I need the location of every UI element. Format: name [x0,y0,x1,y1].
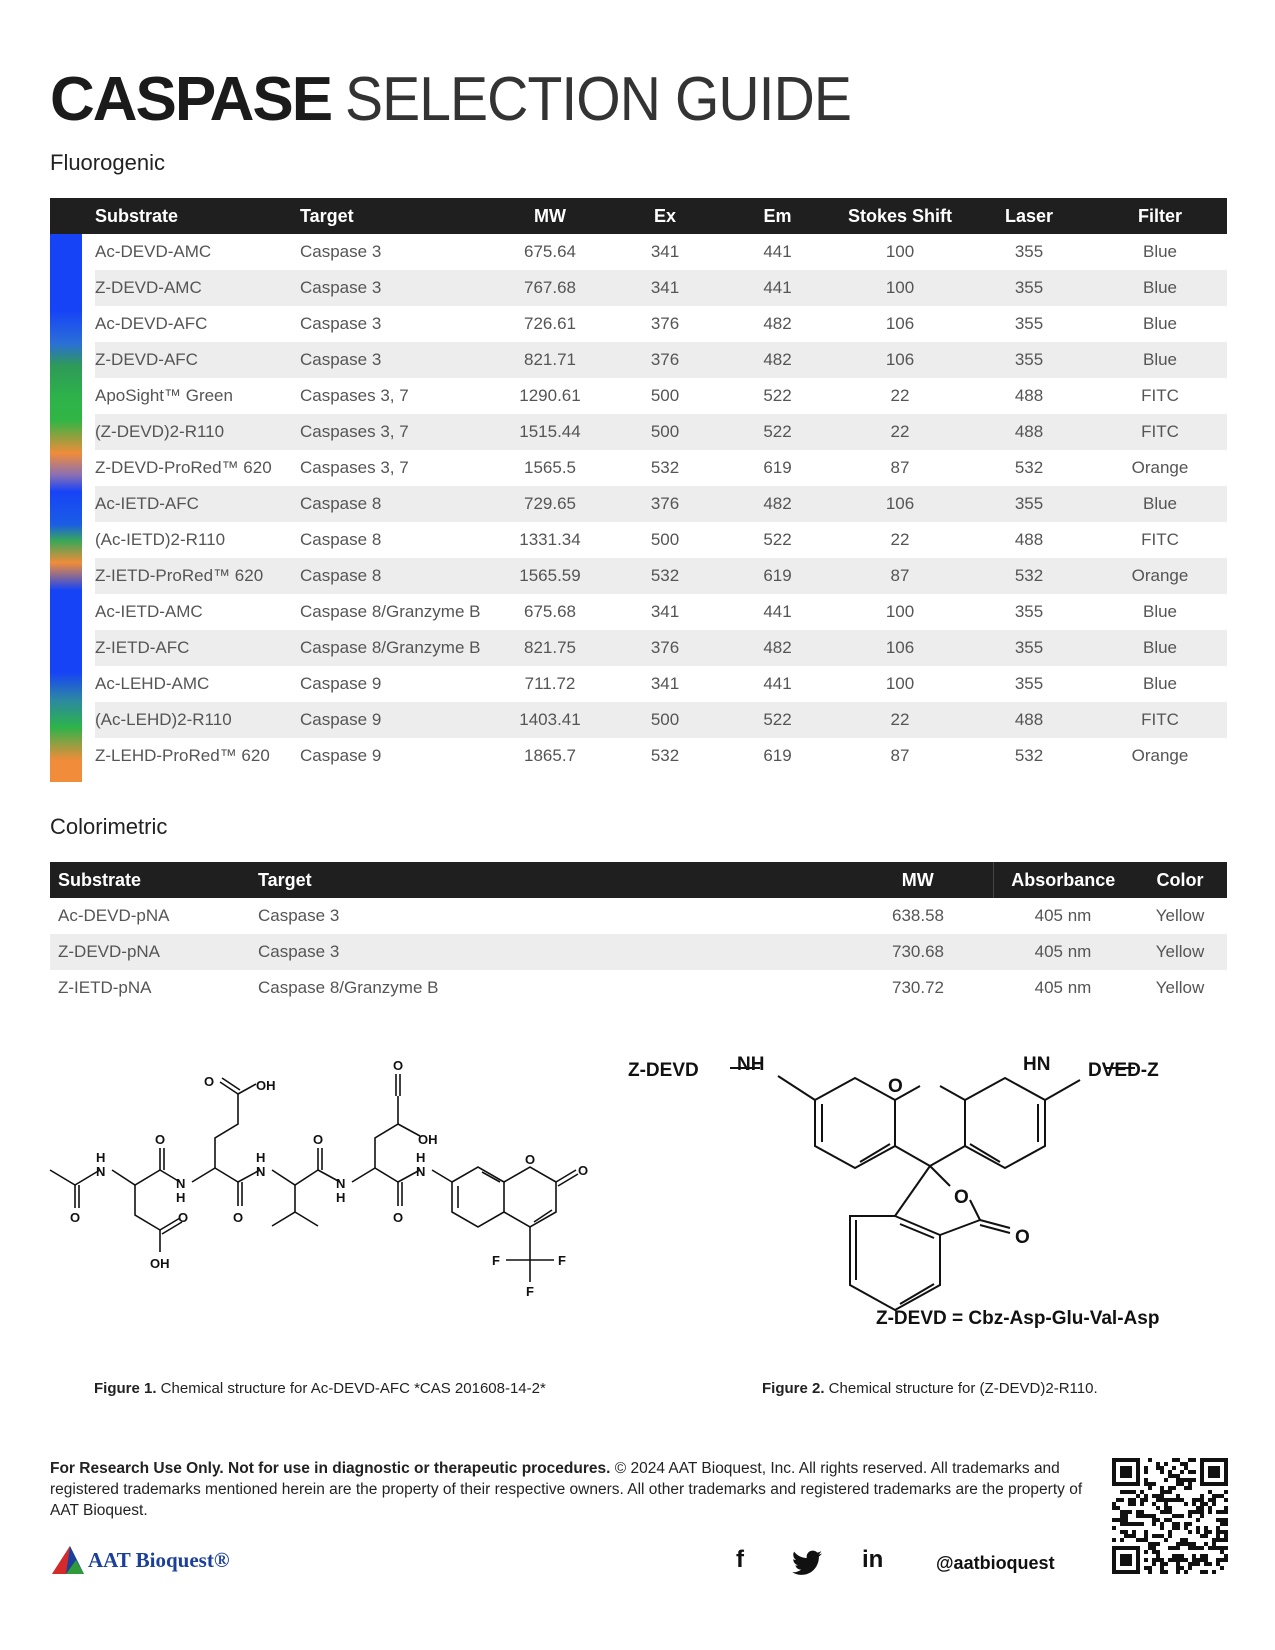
cell-absorbance: 405 nm [993,934,1133,970]
facebook-icon[interactable]: f [736,1546,744,1573]
row-color-bar-cell [50,486,95,522]
cell-em: 482 [720,486,835,522]
cell-target: Caspases 3, 7 [300,414,490,450]
fig1-atom-o: O [393,1058,404,1073]
row-color-bar-cell [50,450,95,486]
cell-filter: Blue [1142,242,1178,261]
cell-ex: 500 [610,414,720,450]
social-handle[interactable]: @aatbioquest [936,1553,1055,1573]
cell-laser: 355 [1014,242,1044,261]
cell-ex: 376 [650,314,680,333]
cell-laser: 532 [1014,746,1044,765]
cell-target: Caspase 9 [300,702,490,738]
cell-substrate: Z-IETD-pNA [58,978,152,997]
header-stokes-shift: Stokes Shift [835,198,965,234]
table-row [50,666,1227,702]
cell-mw: 821.71 [490,342,610,378]
cell-substrate: (Z-DEVD)2-R110 [95,414,300,450]
cell-filter: Blue [1093,486,1227,522]
cell-mw: 1515.44 [490,414,610,450]
cell-color: Yellow [1155,906,1205,925]
cell-ex: 500 [610,702,720,738]
cell-substrate: Ac-DEVD-AFC [95,314,208,333]
header-laser: Laser [965,198,1093,234]
cell-absorbance: 405 nm [1034,906,1092,925]
cell-stokes-shift: 87 [890,746,910,765]
table-row [50,738,1227,774]
cell-substrate: Z-DEVD-AMC [95,270,300,306]
cell-filter: Blue [1142,314,1178,333]
fig1-atom-o: O [70,1210,81,1225]
cell-substrate: (Ac-IETD)2-R110 [95,530,226,549]
row-color-bar-cell [50,558,95,594]
cell-filter: Orange [1131,458,1189,477]
figure2-caption-text: Chemical structure for (Z-DEVD)2-R110. [824,1380,1098,1397]
colorimetric-header-row [50,862,1227,898]
cell-substrate: Ac-DEVD-AMC [95,242,212,261]
cell-target: Caspase 8 [300,530,382,549]
cell-substrate: Z-DEVD-ProRed™ 620 [95,458,272,477]
cell-ex: 341 [650,242,680,261]
cell-em: 619 [763,746,792,765]
cell-target: Caspase 9 [300,746,382,765]
fig1-atom-oh: OH [418,1132,438,1147]
cell-target: Caspase 8/Granzyme B [258,978,439,997]
row-color-bar-cell [50,630,95,666]
cell-em: 441 [763,674,792,693]
header-mw: MW [490,198,610,234]
row-color-bar-cell [50,234,95,270]
cell-target: Caspase 3 [300,270,490,306]
cell-substrate: Z-DEVD-AFC [95,342,300,378]
cell-stokes-shift: 100 [835,270,965,306]
aat-logo-text: AAT Bioquest® [88,1547,230,1572]
row-color-bar-cell [50,594,95,630]
aat-logo[interactable] [50,1544,230,1576]
fig2-legend: Z-DEVD = Cbz-Asp-Glu-Val-Asp [876,1308,1160,1329]
fig2-o-lactone: O [954,1187,969,1208]
table-row [50,414,1227,450]
fig1-atom-f: F [492,1253,500,1268]
cell-target: Caspases 3, 7 [300,386,409,405]
cell-ex: 341 [610,270,720,306]
header-color: Color [1133,862,1227,898]
fig1-atom-o: O [578,1163,589,1178]
cell-target: Caspase 8 [300,558,490,594]
twitter-icon[interactable] [792,1550,822,1576]
table-row [50,970,1227,1006]
figure2-caption [762,1380,1098,1397]
fig1-atom-o: O [178,1210,189,1225]
cell-target: Caspase 3 [258,934,843,970]
cell-ex: 376 [610,630,720,666]
cell-substrate: Ac-IETD-AMC [95,602,203,621]
fig1-atom-o: O [393,1210,404,1225]
cell-stokes-shift: 22 [890,386,910,405]
cell-substrate: Z-IETD-ProRed™ 620 [95,558,300,594]
cell-em: 522 [763,386,792,405]
footer-disclaimer [50,1458,1085,1521]
cell-em: 482 [763,314,792,333]
row-color-bar-cell [50,306,95,342]
fig1-atom-o: O [525,1152,536,1167]
qr-code[interactable] [1112,1458,1228,1574]
cell-target: Caspase 3 [300,242,382,261]
fig1-atom-n: N [416,1164,426,1179]
cell-mw: 675.68 [524,602,576,621]
cell-stokes-shift: 106 [835,630,965,666]
cell-stokes-shift: 100 [885,602,915,621]
fig2-nh: NH [737,1054,765,1075]
cell-stokes-shift: 106 [835,342,965,378]
fig1-atom-oh: OH [256,1078,276,1093]
cell-target: Caspase 9 [300,674,382,693]
table-row [50,378,1227,414]
fig1-atom-o: O [313,1132,324,1147]
cell-stokes-shift: 100 [885,674,915,693]
cell-em: 522 [720,414,835,450]
cell-laser: 532 [1014,458,1044,477]
cell-em: 619 [720,558,835,594]
cell-ex: 532 [650,458,680,477]
cell-target: Caspase 8/Granzyme B [300,630,490,666]
fig2-o-ring: O [888,1076,903,1097]
header-filter: Filter [1093,198,1227,234]
cell-stokes-shift: 106 [835,486,965,522]
table-row [50,594,1227,630]
table-row [50,630,1227,666]
cell-laser: 355 [965,342,1093,378]
cell-mw: 1331.34 [519,530,581,549]
header-substrate: Substrate [95,198,300,234]
cell-substrate: Ac-DEVD-pNA [58,906,170,925]
row-color-bar-cell [50,270,95,306]
cell-stokes-shift: 22 [835,414,965,450]
table-row [50,342,1227,378]
cell-substrate: (Ac-LEHD)2-R110 [95,702,300,738]
cell-filter: Orange [1131,746,1189,765]
fluorogenic-label: Fluorogenic [50,150,165,175]
cell-mw: 1565.59 [490,558,610,594]
cell-em: 482 [720,630,835,666]
fig1-atom-o: O [233,1210,244,1225]
cell-mw: 675.64 [524,242,576,261]
cell-em: 482 [720,342,835,378]
table-row [50,450,1227,486]
page-title [50,62,895,138]
cell-em: 441 [763,242,792,261]
figure1-structure [40,1060,620,1320]
table-row [50,934,1227,970]
cell-mw: 726.61 [524,314,576,333]
cell-laser: 355 [965,486,1093,522]
row-color-bar-cell [50,414,95,450]
table-row [50,898,1227,934]
cell-filter: FITC [1093,414,1227,450]
cell-substrate: Ac-LEHD-AMC [95,674,210,693]
row-color-bar-cell [50,666,95,702]
cell-mw: 767.68 [490,270,610,306]
colorimetric-table [50,862,1227,1006]
cell-mw: 821.75 [490,630,610,666]
aat-logo-icon [50,1544,84,1576]
cell-em: 522 [720,702,835,738]
cell-mw: 711.72 [524,674,576,693]
cell-ex: 532 [610,558,720,594]
cell-substrate: Z-IETD-AFC [95,630,300,666]
row-color-bar-cell [50,522,95,558]
cell-filter: FITC [1141,530,1179,549]
fig1-atom-o: O [204,1074,215,1089]
cell-filter: Orange [1093,558,1227,594]
fig1-atom-f: F [526,1284,534,1299]
cell-ex: 341 [650,674,680,693]
cell-stokes-shift: 22 [890,530,910,549]
row-color-bar-cell [50,378,95,414]
linkedin-icon[interactable]: in [862,1546,884,1573]
fig1-atom-n: N [256,1164,266,1179]
table-row [50,486,1227,522]
title-bold: CASPASE [50,65,332,134]
cell-em: 619 [763,458,792,477]
fig2-right-label: DVED-Z [1088,1060,1159,1081]
cell-laser: 488 [1014,530,1044,549]
cell-mw: 730.72 [892,978,944,997]
header-target: Target [258,862,843,898]
row-color-bar-cell [50,702,95,738]
fig2-hn: HN [1023,1054,1051,1075]
fig1-atom-h: H [176,1190,186,1205]
cell-em: 522 [763,530,792,549]
cell-mw: 729.65 [490,486,610,522]
fig2-left-label: Z-DEVD [628,1060,699,1081]
header-substrate: Substrate [50,862,258,898]
colorimetric-label: Colorimetric [50,814,168,839]
cell-stokes-shift: 22 [835,702,965,738]
table-row [50,558,1227,594]
cell-ex: 500 [650,530,680,549]
cell-substrate: Z-LEHD-ProRed™ 620 [95,746,270,765]
cell-laser: 355 [1014,314,1044,333]
cell-laser: 532 [965,558,1093,594]
cell-target: Caspase 8 [300,486,490,522]
row-color-bar-cell [50,342,95,378]
table-row [50,306,1227,342]
cell-mw: 1865.7 [524,746,576,765]
cell-mw: 638.58 [892,906,944,925]
fig1-atom-h: H [416,1150,426,1165]
cell-stokes-shift: 100 [885,242,915,261]
fig1-atom-h: H [336,1190,346,1205]
cell-target: Caspase 3 [300,314,382,333]
header-ex: Ex [610,198,720,234]
figure1-caption-text: Chemical structure for Ac-DEVD-AFC *CAS 201608-14-2* [156,1380,546,1397]
cell-filter: FITC [1141,386,1179,405]
cell-filter: FITC [1093,702,1227,738]
fig2-o-carbonyl: O [1015,1227,1030,1248]
cell-em: 441 [763,602,792,621]
header-mw: MW [843,862,993,898]
cell-ex: 500 [650,386,680,405]
cell-filter: Blue [1093,270,1227,306]
fluorogenic-header-row [50,198,1227,234]
cell-color: Yellow [1155,978,1205,997]
cell-target: Caspases 3, 7 [300,458,409,477]
cell-substrate: Z-DEVD-pNA [50,934,258,970]
header-em: Em [720,198,835,234]
fig1-atom-h: H [96,1150,106,1165]
cell-target: Caspase 3 [258,906,340,925]
footer-disclaimer-bold: For Research Use Only. Not for use in diagnostic or therapeutic procedures. [50,1460,611,1477]
table-row [50,270,1227,306]
figure1-caption [94,1380,546,1397]
cell-ex: 532 [650,746,680,765]
cell-filter: Blue [1142,674,1178,693]
cell-laser: 488 [1014,386,1044,405]
figure2-caption-bold: Figure 2. [762,1380,825,1397]
fluorogenic-table [50,198,1227,774]
footer-disclaimer-text: © 2024 AAT Bioquest, Inc. All rights reserved. All trademarks and registered trademarks mentioned herein are the property of their respective owners. All other trademarks and registered trademarks are the property of AAT Bioquest. [50,1460,1083,1519]
figure1-caption-bold: Figure 1. [94,1380,157,1397]
cell-substrate: Ac-IETD-AFC [95,486,300,522]
cell-ex: 376 [610,486,720,522]
fig1-atom-h: H [256,1150,266,1165]
cell-absorbance: 405 nm [1034,978,1092,997]
header-absorbance: Absorbance [993,862,1133,898]
cell-stokes-shift: 87 [835,558,965,594]
cell-filter: Blue [1093,630,1227,666]
figure2-structure [628,1040,1230,1360]
cell-mw: 1403.41 [490,702,610,738]
cell-stokes-shift: 106 [885,314,915,333]
table-row [50,522,1227,558]
fig1-atom-n: N [336,1176,346,1191]
table-row [50,234,1227,270]
cell-laser: 488 [965,702,1093,738]
row-color-bar-cell [50,738,95,774]
cell-filter: Blue [1093,342,1227,378]
cell-filter: Blue [1142,602,1178,621]
cell-mw: 730.68 [843,934,993,970]
fig1-atom-f: F [558,1253,566,1268]
cell-laser: 488 [965,414,1093,450]
cell-laser: 355 [1014,674,1044,693]
cell-mw: 1290.61 [519,386,581,405]
cell-target: Caspase 8/Granzyme B [300,602,481,621]
header-spacer [50,198,95,234]
cell-laser: 355 [965,630,1093,666]
cell-mw: 1565.5 [524,458,576,477]
cell-substrate: ApoSight™ Green [95,386,233,405]
cell-color: Yellow [1133,934,1227,970]
fig1-atom-n: N [96,1164,106,1179]
cell-ex: 341 [650,602,680,621]
cell-laser: 355 [965,270,1093,306]
cell-em: 441 [720,270,835,306]
cell-laser: 355 [1014,602,1044,621]
title-light: SELECTION GUIDE [345,65,852,134]
cell-target: Caspase 3 [300,342,490,378]
header-target: Target [300,198,490,234]
fig1-atom-oh: OH [150,1256,170,1271]
cell-ex: 376 [610,342,720,378]
fig1-atom-n: N [176,1176,186,1191]
table-row [50,702,1227,738]
fig1-atom-o: O [155,1132,166,1147]
cell-stokes-shift: 87 [890,458,910,477]
